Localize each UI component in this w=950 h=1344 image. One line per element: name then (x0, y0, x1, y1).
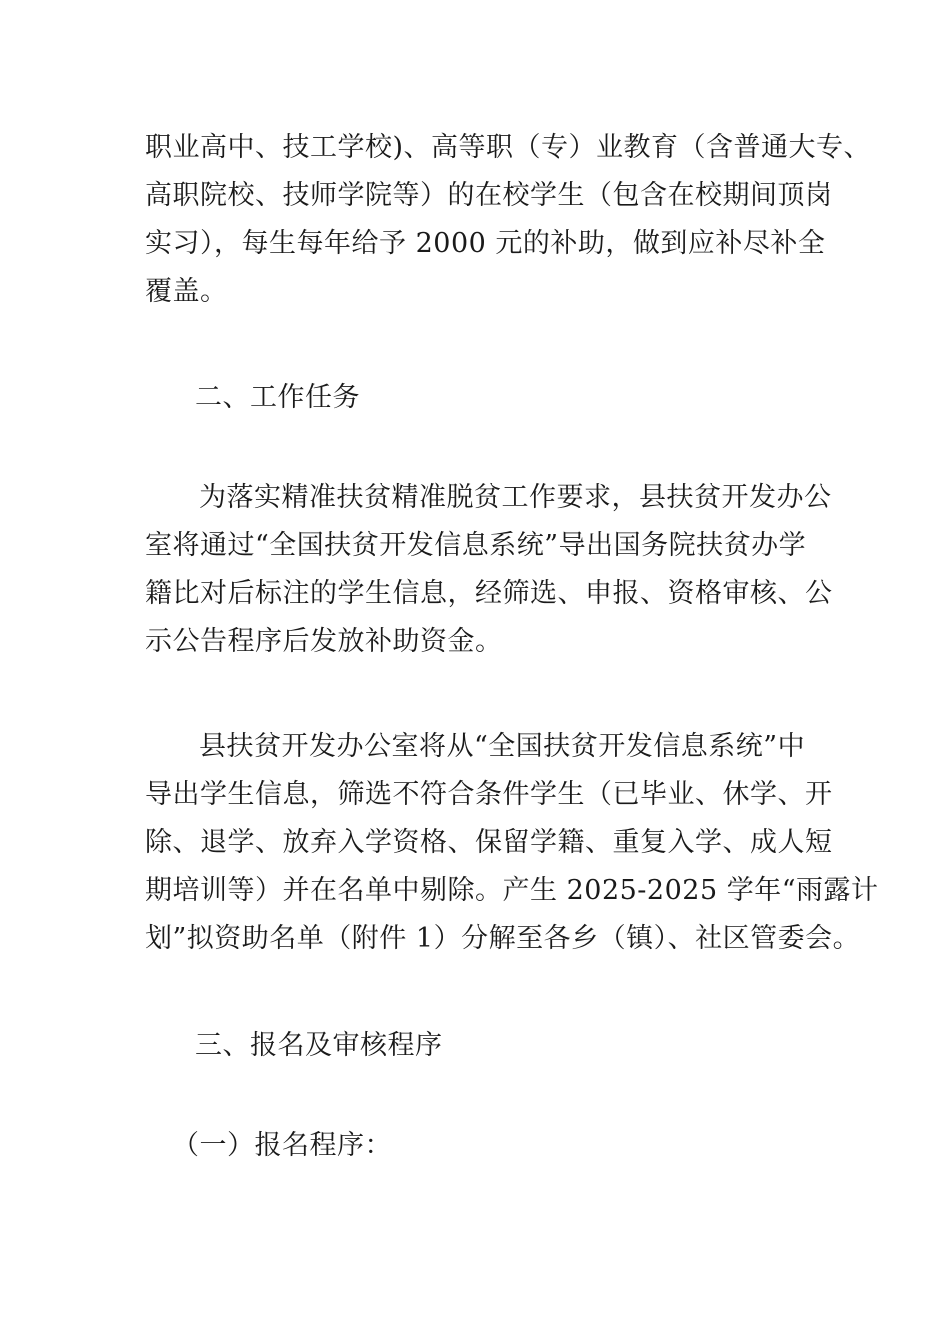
paragraph-line: 划”拟资助名单（附件 1）分解至各乡（镇）、社区管委会。 (145, 923, 861, 954)
paragraph-line: 除、退学、放弃入学资格、保留学籍、重复入学、成人短 (145, 827, 833, 858)
paragraph-line: 室将通过“全国扶贫开发信息系统”导出国务院扶贫办学 (145, 530, 807, 561)
paragraph-line: 高职院校、技师学院等）的在校学生（包含在校期间顶岗 (145, 180, 833, 211)
heading-text: 二、工作任务 (195, 382, 360, 413)
paragraph-line: 实习），每生每年给予 2000 元的补助，做到应补尽补全 (145, 228, 826, 259)
paragraph-line: 县扶贫开发办公室将从“全国扶贫开发信息系统”中 (199, 731, 806, 762)
paragraph-line: 籍比对后标注的学生信息，经筛选、申报、资格审核、公 (145, 578, 833, 609)
paragraph-line: 示公告程序后发放补助资金。 (145, 626, 503, 657)
heading-text: 三、报名及审核程序 (195, 1030, 443, 1061)
subheading-text: （一）报名程序： (172, 1130, 392, 1161)
paragraph-subsidy-scope (145, 124, 872, 316)
paragraph-work-requirements (145, 474, 833, 666)
paragraph-line: 职业高中、技工学校)、高等职（专）业教育（含普通大专、 (145, 132, 872, 163)
paragraph-line: 为落实精准扶贫精准脱贫工作要求，县扶贫开发办公 (199, 482, 832, 513)
section-heading-work-tasks (195, 374, 875, 422)
section-heading-registration-review (195, 1022, 875, 1070)
subheading-registration-procedure (172, 1122, 852, 1170)
paragraph-line: 期培训等）并在名单中剔除。产生 2025-2025 学年“雨露计 (145, 875, 879, 906)
paragraph-line: 导出学生信息，筛选不符合条件学生（已毕业、休学、开 (145, 779, 833, 810)
paragraph-line: 覆盖。 (145, 276, 228, 307)
paragraph-student-screening (145, 723, 879, 963)
